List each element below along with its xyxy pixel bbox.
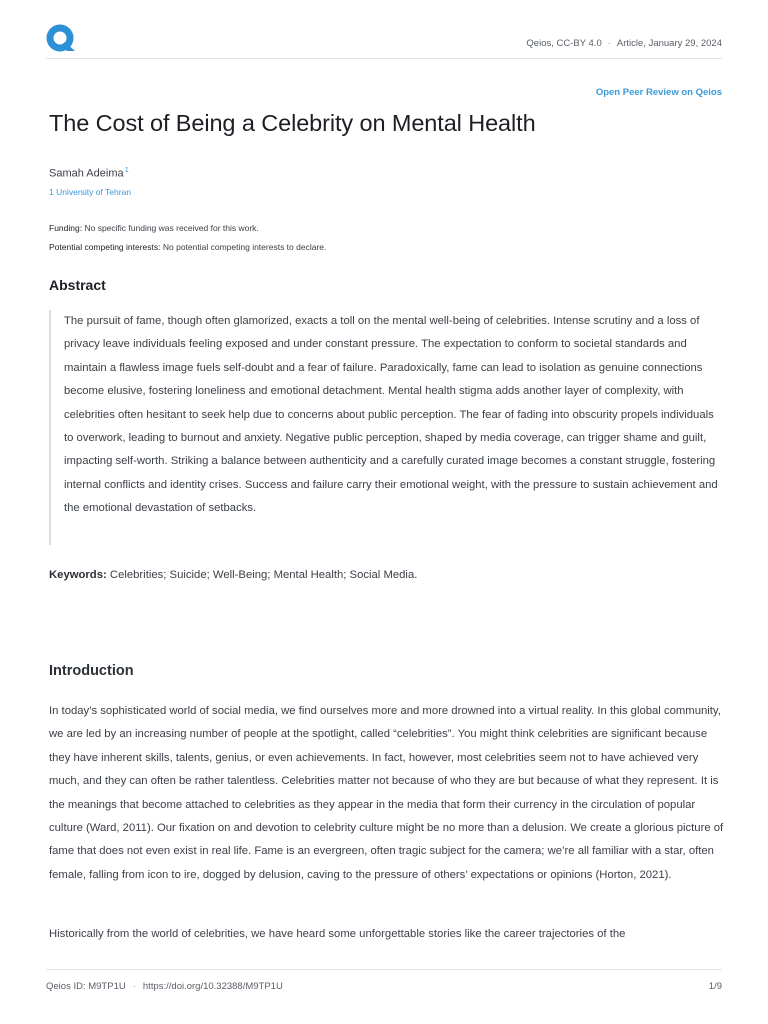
keywords-text: Celebrities; Suicide; Well-Being; Mental Health; Social Media. — [109, 569, 418, 581]
competing-interests-label: Potential competing interests: — [49, 242, 161, 252]
header-separator: · — [607, 38, 611, 49]
author-line — [49, 165, 129, 180]
qeios-logo-icon[interactable] — [46, 24, 78, 52]
article-title: The Cost of Being a Celebrity on Mental Health — [49, 110, 536, 136]
introduction-heading: Introduction — [49, 663, 134, 679]
affiliation: 1 University of Tehran — [49, 187, 132, 197]
footer-separator: · — [132, 981, 136, 992]
qeios-id: Qeios ID: M9TP1U — [46, 981, 126, 992]
abstract-heading: Abstract — [49, 277, 106, 293]
page-number: 1/9 — [708, 981, 722, 992]
doi-link[interactable]: https://doi.org/10.32388/M9TP1U — [142, 981, 283, 992]
keywords — [49, 569, 417, 581]
license-text: Qeios, CC-BY 4.0 — [526, 38, 602, 49]
introduction-paragraph-2: Historically from the world of celebrities, we have heard some unforgettable stories like the career trajectories of the — [49, 928, 626, 940]
funding-text: No specific funding was received for this work. — [84, 223, 259, 233]
open-peer-review-link[interactable]: Open Peer Review on Qeios — [595, 87, 722, 98]
abstract-text: The pursuit of fame, though often glamorized, exacts a toll on the mental well-being of celebrities. Intense scrutiny and a loss of privacy leave individuals feeling exposed and under constant pressure. The expectation to conform to societal standards and maintain a flawless image fuels self-doubt and a fear of failure. Paradoxically, fame can lead to isolation as genuine connections become elusive, fostering loneliness and emotional detachment. Mental health stigma adds another layer of complexity, with celebrities often hesitant to seek help due to concerns about public perception. The fear of fading into obscurity propels individuals to overwork, leading to burnout and anxiety. Negative public perception, shaped by media coverage, can trigger shame and guilt, impacting self-worth. Striking a balance between authenticity and a carefully curated image becomes a constant struggle, fostering internal conflicts and identity crises. Success and failure carry their emotional weight, with the pressure to sustain achievement and the emotional devastation of setbacks. — [64, 315, 718, 515]
header-divider — [46, 58, 722, 59]
competing-interests-text: No potential competing interests to declare. — [162, 242, 327, 252]
funding-statement — [49, 223, 259, 233]
author-affiliation-marker[interactable]: 1 — [124, 165, 129, 174]
abstract-quote-bar — [49, 310, 51, 545]
competing-interests-statement — [49, 242, 326, 252]
header-meta — [526, 38, 722, 49]
footer-divider — [46, 969, 722, 970]
keywords-label: Keywords: — [49, 569, 107, 581]
introduction-paragraph-1: In today’s sophisticated world of social media, we find ourselves more and more drowned into a virtual reality. In this global community, we are led by an increasing number of people at the spotlight, called “celebrities”. You might think celebrities are significant because they have inherent skills, talents, genius, or even achievements. In fact, however, most celebrities seem not to have achieved very much, and they can often be rather talentless. Celebrities matter not because of who they are but because of what they represent. It is the meanings that become attached to celebrities as they appear in the media that form their currency in the circulation of popular culture (Ward, 2011). Our fixation on and devotion to celebrity culture might be no more than a delusion. We create a glorious picture of fame that does not even exist in real life. Fame is an evergreen, often tragic subject for the camera; we’re all familiar with a star, often female, falling from icon to ire, dogged by delusion, caving to the pressure of others’ expectations or opinions (Horton, 2021). — [49, 705, 724, 881]
funding-label: Funding: — [49, 223, 83, 233]
author-name[interactable]: Samah Adeima — [49, 167, 124, 180]
article-date: Article, January 29, 2024 — [616, 38, 722, 49]
footer-meta — [46, 981, 283, 992]
